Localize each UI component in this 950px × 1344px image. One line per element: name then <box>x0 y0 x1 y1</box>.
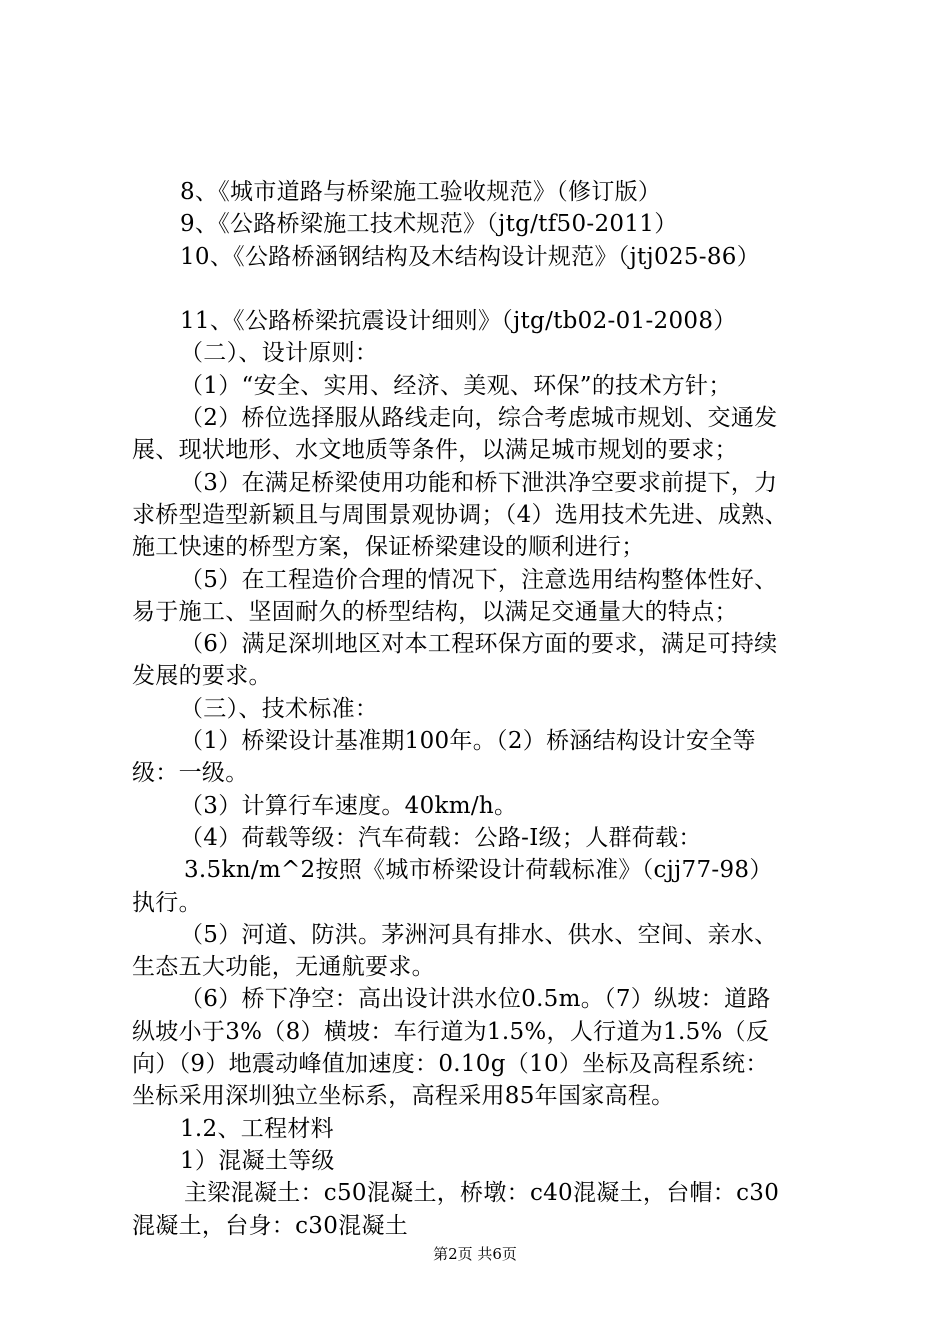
text-line: 生态五大功能，无通航要求。 <box>132 954 435 981</box>
text-line: （1）“安全、实用、经济、美观、环保”的技术方针； <box>180 372 732 399</box>
text-line: 向）（9）地震动峰值加速度：0.10g（10）坐标及高程系统： <box>132 1051 769 1078</box>
page-number-footer: 第2页 共6页 <box>433 1245 517 1263</box>
text-line-ref-11: 11、《公路桥梁抗震设计细则》（jtg/tb02-01-2008） <box>180 308 737 335</box>
text-line-ref-9: 9、《公路桥梁施工技术规范》（jtg/tf50-2011） <box>180 211 678 238</box>
text-line: 施工快速的桥型方案，保证桥梁建设的顺利进行； <box>132 534 645 561</box>
text-line: 混凝土，台身：c30混凝土 <box>132 1212 409 1239</box>
text-line: 级：一级。 <box>132 760 249 787</box>
text-line: 发展的要求。 <box>132 663 272 690</box>
text-line: 执行。 <box>132 889 202 916</box>
text-line: 主梁混凝土：c50混凝土，桥墩：c40混凝土，台帽：c30 <box>184 1180 780 1207</box>
text-line: 坐标采用深圳独立坐标系，高程采用85年国家高程。 <box>132 1083 675 1110</box>
text-line: （4）荷载等级：汽车荷载：公路-Ⅰ级；人群荷载： <box>180 824 702 851</box>
text-line: 3.5kn/m^2按照《城市桥梁设计荷载标准》（cjj77-98） <box>184 857 773 884</box>
text-line-ref-10: 10、《公路桥涵钢结构及木结构设计规范》（jtj025-86） <box>180 243 761 270</box>
text-line: 求桥型造型新颖且与周围景观协调；（4）选用技术先进、成熟、 <box>132 501 788 528</box>
subsection-heading-concrete-grade: 1）混凝土等级 <box>180 1147 335 1174</box>
section-heading-materials: 1.2、工程材料 <box>180 1115 334 1142</box>
section-heading-technical-standards: （三）、技术标准： <box>180 695 379 722</box>
text-line: （5）在工程造价合理的情况下，注意选用结构整体性好、 <box>180 566 778 593</box>
text-line-ref-8: 8、《城市道路与桥梁施工验收规范》（修订版） <box>180 179 662 205</box>
section-heading-design-principles: （二）、设计原则： <box>180 340 379 367</box>
text-line: 展、现状地形、水文地质等条件，以满足城市规划的要求； <box>132 437 738 464</box>
text-line: （2）桥位选择服从路线走向，综合考虑城市规划、交通发 <box>180 405 778 432</box>
text-line: 纵坡小于3%（8）横坡：车行道为1.5%，人行道为1.5%（反 <box>132 1018 770 1045</box>
text-line: 易于施工、坚固耐久的桥型结构，以满足交通量大的特点； <box>132 598 738 625</box>
text-line: （3）计算行车速度。40km/h。 <box>180 792 518 819</box>
text-line: （6）满足深圳地区对本工程环保方面的要求，满足可持续 <box>180 631 778 658</box>
text-line: （1）桥梁设计基准期100年。（2）桥涵结构设计安全等 <box>180 728 756 755</box>
text-line: （3）在满足桥梁使用功能和桥下泄洪净空要求前提下，力 <box>180 469 778 496</box>
text-line: （6）桥下净空：高出设计洪水位0.5m。（7）纵坡：道路 <box>180 986 771 1013</box>
text-line: （5）河道、防洪。茅洲河具有排水、供水、空间、亲水、 <box>180 921 778 948</box>
blank-line <box>132 273 832 305</box>
document-body <box>132 176 832 1242</box>
